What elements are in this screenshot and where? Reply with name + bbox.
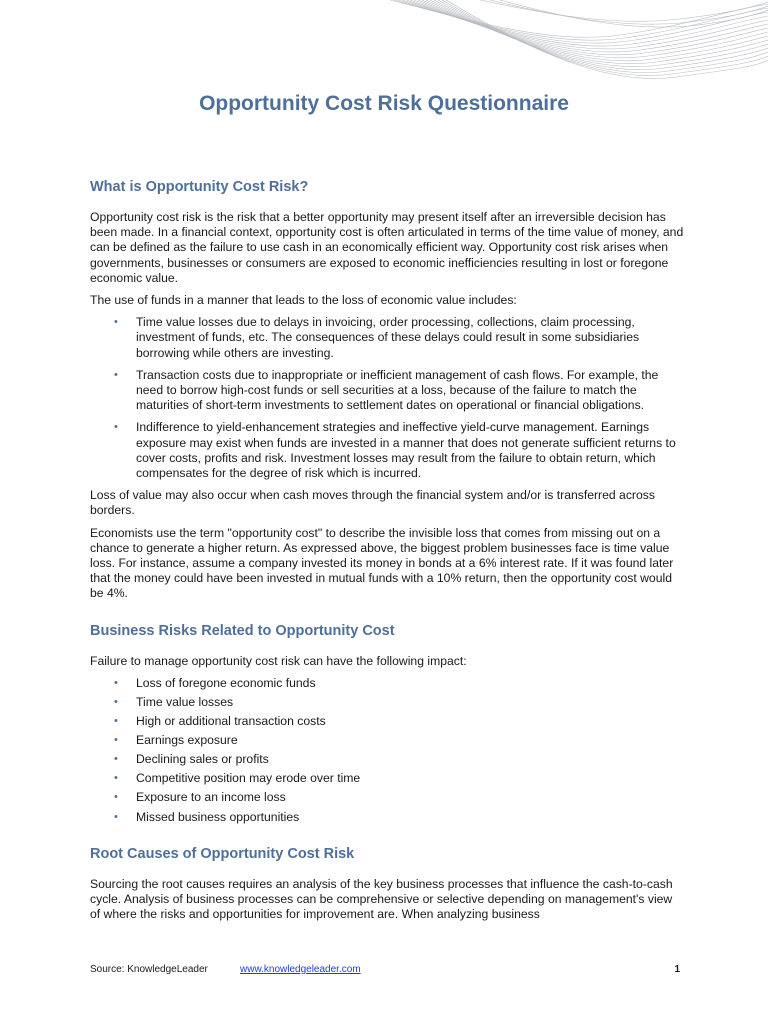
decorative-wave-lines [380,0,768,90]
list-item: • Declining sales or profits [136,752,684,767]
bullet-list [90,315,684,481]
paragraph: The use of funds in a manner that leads to the loss of economic value includes: [90,293,517,308]
paragraph: Sourcing the root causes requires an analysis of the key business processes that influence the cash-to-cash cycle. Analysis of business processes can be comprehensive or selective depending on management's view of where the risks and opportunities for improvement are. When analyzing business [90,876,673,922]
paragraph: Opportunity cost risk is the risk that a better opportunity may present itself after an irreversible decision has been made. In a financial context, opportunity cost is often articulated in terms of the time value of money, and can be defined as the failure to use cash in an economically efficient way. Opportunity cost risk arises when governments, businesses or consumers are exposed to economic inefficiencies resulting in lost or foregone economic value. [90,210,684,285]
paragraph: Loss of value may also occur when cash moves through the financial system and/or is transferred across borders. [90,488,655,518]
list-item: • Loss of foregone economic funds [136,676,684,691]
paragraph: Economists use the term "opportunity cost" to describe the invisible loss that comes from missing out on a chance to generate a higher return. As expressed above, the biggest problem businesses face is time value loss. For instance, assume a company invested its money in bonds at a 6% interest rate. If it was found later that the money could have been invested in mutual funds with a 10% return, then the opportunity cost would be 4%. [90,525,674,601]
footer-source: Source: KnowledgeLeader [90,964,208,975]
section-heading-what-is: What is Opportunity Cost Risk? [90,179,309,195]
list-item: • Exposure to an income loss [136,790,684,805]
list-item: • Earnings exposure [136,733,684,748]
bullet-list [90,676,684,825]
list-item: • Time value losses [136,695,684,710]
page-number: 1 [674,964,680,975]
list-item: • Time value losses due to delays in invoicing, order processing, collections, claim processing, investment of funds, etc. The consequences of these delays could result in some subsidiaries borrowing while others are investing. [136,315,684,361]
footer-link[interactable]: www.knowledgeleader.com [240,964,361,975]
list-item: • Indifference to yield-enhancement strategies and ineffective yield-curve management. Earnings exposure may exist when funds are invested in a manner that does not generate sufficient returns to cover costs, profits and risk. Investment losses may result from the failure to obtain return, which compensates for the degree of risk which is incurred. [136,420,684,481]
paragraph: Failure to manage opportunity cost risk can have the following impact: [90,653,467,668]
page-title: Opportunity Cost Risk Questionnaire [199,92,569,115]
section-heading-root-causes: Root Causes of Opportunity Cost Risk [90,845,355,862]
list-item: • Missed business opportunities [136,810,684,825]
document-body [90,178,684,929]
list-item: • Competitive position may erode over time [136,771,684,786]
list-item: • High or additional transaction costs [136,714,684,729]
section-heading-business-risks: Business Risks Related to Opportunity Cost [90,622,395,639]
list-item: • Transaction costs due to inappropriate or inefficient management of cash flows. For example, the need to borrow high-cost funds or sell securities at a loss, because of the failure to match the maturities of short-term investments to settlement dates on operational or financial obligations. [136,368,684,414]
